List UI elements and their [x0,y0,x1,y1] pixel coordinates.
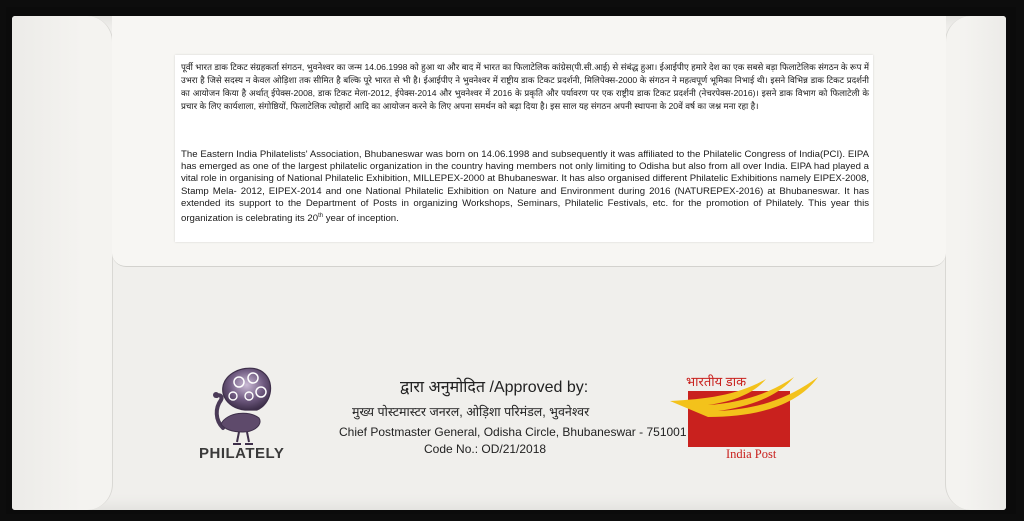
english-paragraph-main: The Eastern India Philatelists' Association, Bhubaneswar was born on 14.06.1998 and subsequently it was affiliated to the Philatelic Congress of India(PCI). EIPA has emerged as one of the largest philatelic organization in the country having members not only limiting to Odisha but also from all over India. EIPA had played a vital role in organising of National Philatelic Exhibition, MILLEPEX-2000 at Bhubaneswar. It has also organised different Philatelic Exhibitions namely EIPEX-2008, Stamp Mela- 2012, EIPEX-2014 and one National Philatelic Exhibition on Nature and Environment during 2016 (NATUREPEX-2016) at Bhubaneswar. It has extended its support to the Department of Posts in organizing Workshops, Seminars, Philatelic Festivals, etc. for the promotion of Philately. This year this organization is celebrating its 20 [181,149,869,225]
india-post-hindi-label: भारतीय डाक [686,374,747,389]
code-number: Code No.: OD/21/2018 [424,442,547,456]
english-paragraph-tail: year of inception. [323,213,399,225]
right-side-flap [945,16,1006,510]
peacock-icon [205,360,285,446]
left-side-flap [12,16,113,510]
philately-label: PHILATELY [199,445,285,462]
cpmg-english-line: Chief Postmaster General, Odisha Circle, Bhubaneswar - 751001 [339,425,687,439]
ordinal-superscript: th [318,213,324,220]
english-paragraph [181,149,869,225]
info-text-box [175,55,873,242]
hindi-paragraph: पूर्वी भारत डाक टिकट संग्रहकर्ता संगठन, भुवनेश्वर का जन्म 14.06.1998 को हुआ था और बाद में भारत का फिलाटेलिक कांग्रेस(पी.सी.आई) से संबंद्ध हुआ। ईआईपीए हमारे देश का एक सबसे बड़ा फिलाटेलिक संगठन के रूप में उभरा है जिसे सदस्य न केवल ओड़िशा तक सीमित है बल्कि पूरे भारत से भी है। ईआईपीए ने भुवनेश्वर में राष्ट्रीय डाक टिकट प्रदर्शनी, मिलिपेक्स-2000 के संगठन ने महत्वपूर्ण भूमिका निभाई थी। इसने विभिन्न डाक टिकट प्रदर्शनी का आयोजन किया है अर्थात् ईपेक्स-2008, डाक टिकट मेला-2012, ईपेक्स-2014 और भुवनेश्वर में 2016 के प्रकृति और पर्यावरण पर एक राष्ट्रीय डाक टिकट प्रदर्शनी (नेचरपेक्स-2016)। इसने डाक विभाग को फिलाटेली के प्रचार के लिए कार्यशाला, संगोष्ठियों, फिलाटेलिक त्योहारों आदि का आयोजन करने के लिए अपना समर्थन को बढ़ा दिया है। इस साल यह संगठन अपनी स्थापना के 20वें वर्ष का जश्न मना रहा है। [181,62,869,111]
cpmg-hindi-line: मुख्य पोस्टमास्टर जनरल, ओड़िशा परिमंडल, भुवनेश्वर [352,405,590,419]
approved-by-line: द्वारा अनुमोदित /Approved by: [400,379,589,396]
india-post-label: India Post [726,447,777,461]
